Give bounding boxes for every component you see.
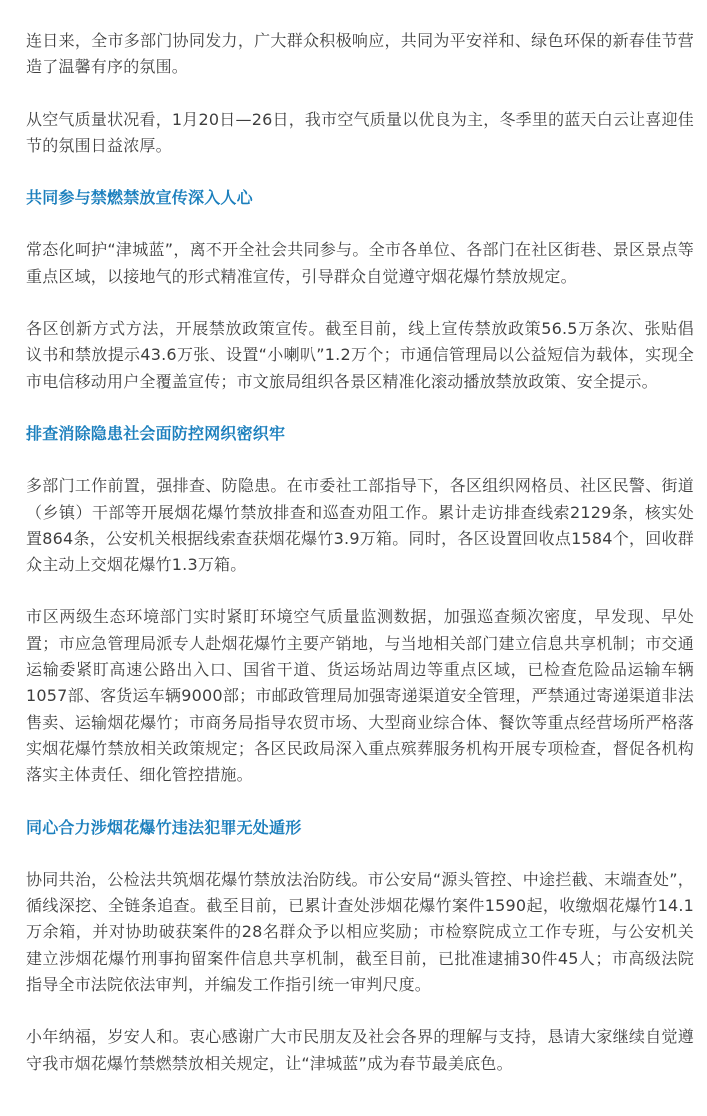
- paragraph-district-publicity: 各区创新方式方法，开展禁放政策宣传。截至目前，线上宣传禁放政策56.5万条次、张贴倡议书和禁放提示43.6万张、设置“小喇叭”1.2万个；市通信管理局以公益短信为载体，实现全市电信移动用户全覆盖宣传；市文旅局组织各景区精准化滚动播放禁放政策、安全提示。: [26, 319, 694, 391]
- paragraph-closing: 小年纳福，岁安人和。衷心感谢广大市民朋友及社会各界的理解与支持，恳请大家继续自觉遵守我市烟花爆竹禁燃禁放相关规定，让“津城蓝”成为春节最美底色。: [26, 1027, 694, 1073]
- paragraph-public-participation: 常态化呵护“津城蓝”，离不开全社会共同参与。全市各单位、各部门在社区街巷、景区景点等重点区域，以接地气的形式精准宣传，引导群众自觉遵守烟花爆竹禁放规定。: [26, 240, 694, 286]
- paragraph-intro: 连日来，全市多部门协同发力，广大群众积极响应，共同为平安祥和、绿色环保的新春佳节营造了温馨有序的氛围。: [26, 31, 694, 77]
- paragraph-enforcement: 协同共治，公检法共筑烟花爆竹禁放法治防线。市公安局“源头管控、中途拦截、末端查处”，循线深挖、全链条追查。截至目前，已累计查处涉烟花爆竹案件1590起，收缴烟花爆竹14.1万余箱，并对协助破获案件的28名群众予以相应奖励；市检察院成立工作专班，与公安机关建立涉烟花爆竹刑事拘留案件信息共享机制，截至目前，已批准逮捕30件45人；市高级法院指导全市法院依法审判，并编发工作指引统一审判尺度。: [26, 869, 694, 995]
- section-heading-publicity: 共同参与禁燃禁放宣传深入人心: [26, 188, 253, 208]
- paragraph-departments: 市区两级生态环境部门实时紧盯环境空气质量监测数据，加强巡查频次密度，早发现、早处置；市应急管理局派专人赴烟花爆竹主要产销地，与当地相关部门建立信息共享机制；市交通运输委紧盯高速公路出入口、国省干道、货运场站周边等重点区域，已检查危险品运输车辆1057部、客货运车辆9000部；市邮政管理局加强寄递渠道安全管理，严禁通过寄递渠道非法售卖、运输烟花爆竹；市商务局指导农贸市场、大型商业综合体、餐饮等重点经营场所严格落实烟花爆竹禁放相关政策规定；各区民政局深入重点殡葬服务机构开展专项检查，督促各机构落实主体责任、细化管控措施。: [26, 607, 694, 785]
- section-heading-enforcement: 同心合力涉烟花爆竹违法犯罪无处遁形: [26, 817, 302, 837]
- paragraph-inspection: 多部门工作前置，强排查、防隐患。在市委社工部指导下，各区组织网格员、社区民警、街道（乡镇）干部等开展烟花爆竹禁放排查和巡查劝阻工作。累计走访排查线索2129条，核实处置864条，公安机关根据线索查获烟花爆竹3.9万箱。同时，各区设置回收点1584个，回收群众主动上交烟花爆竹1.3万箱。: [26, 476, 694, 575]
- section-heading-inspection: 排查消除隐患社会面防控网织密织牢: [26, 423, 286, 443]
- paragraph-air-quality: 从空气质量状况看，1月20日—26日，我市空气质量以优良为主，冬季里的蓝天白云让喜迎佳节的氛围日益浓厚。: [26, 109, 694, 155]
